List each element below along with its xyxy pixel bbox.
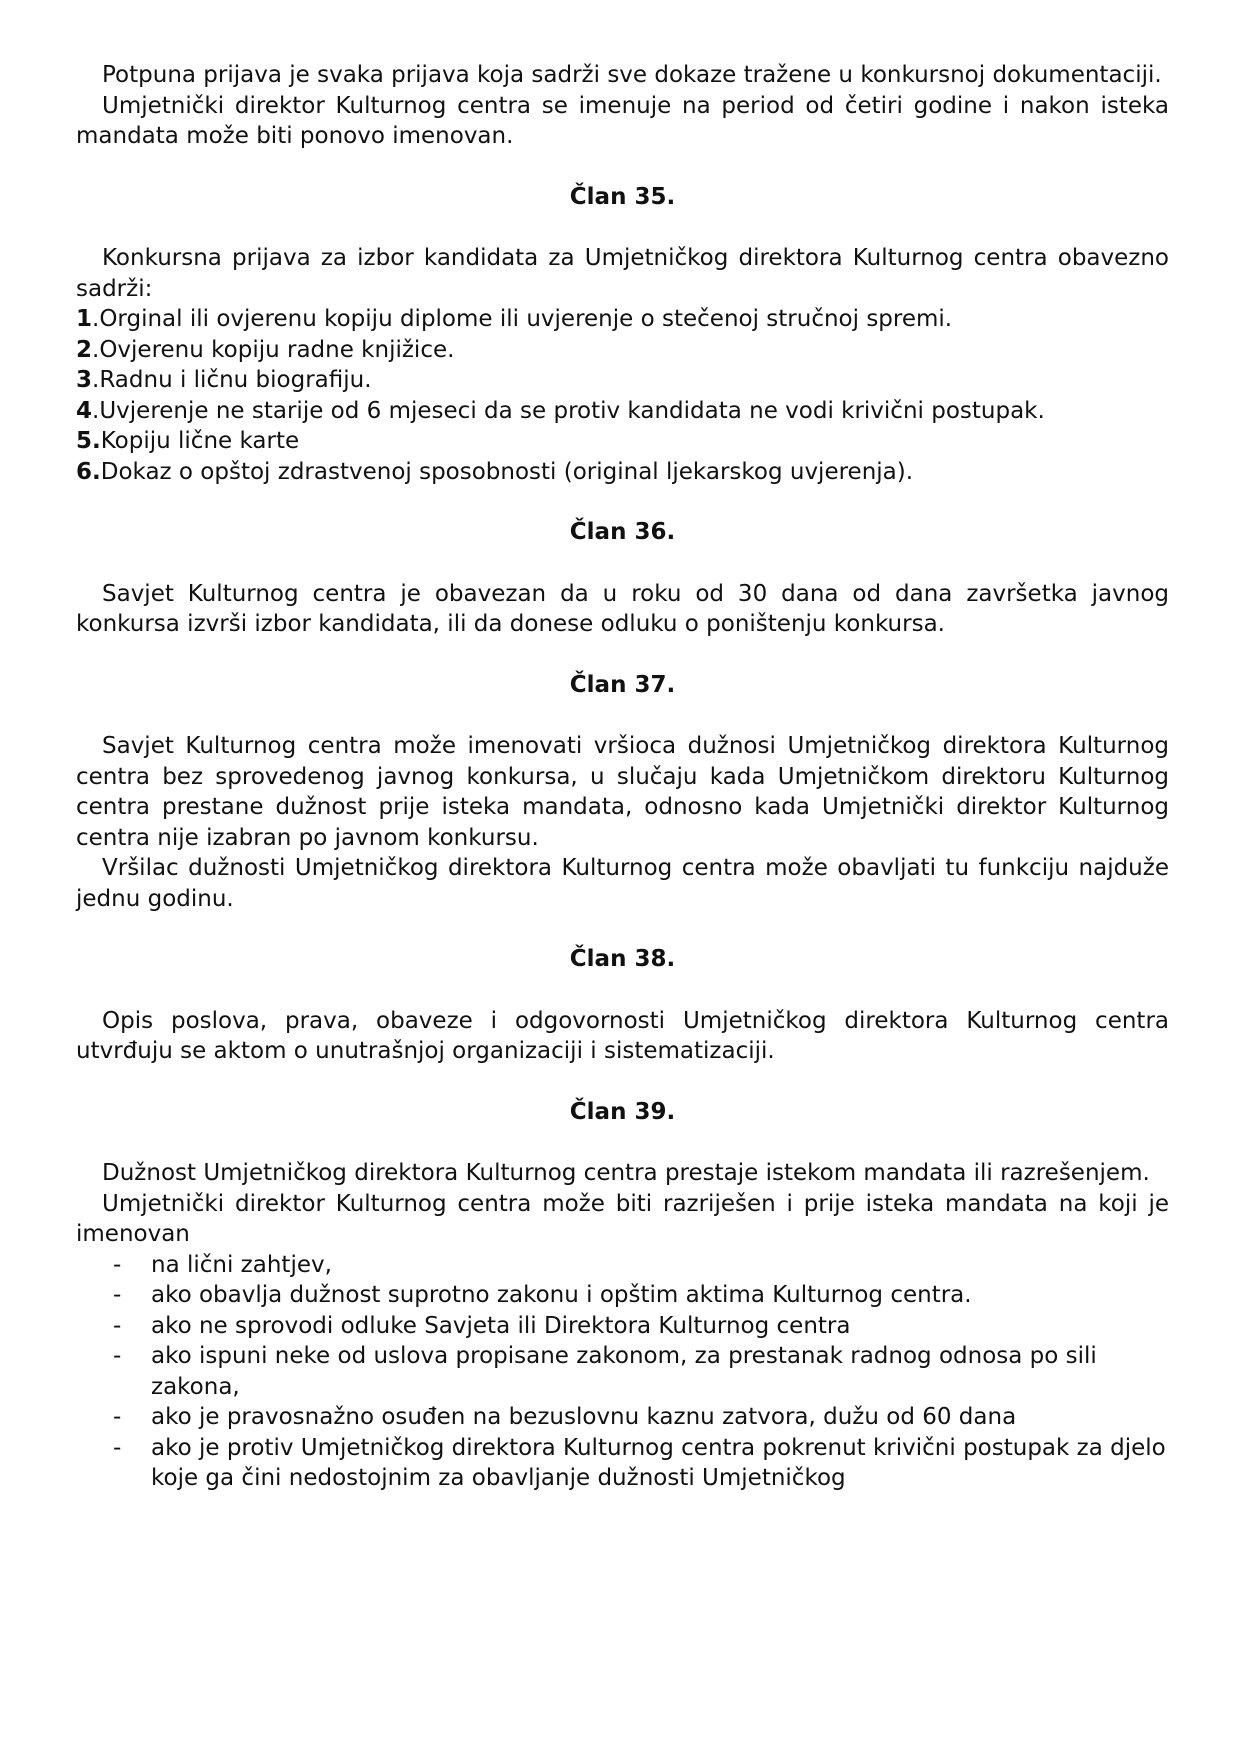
list-item-text: ako ispuni neke od uslova propisane zakonom, za prestanak radnog odnosa po sili zakona,	[151, 1343, 1097, 1400]
list-item	[76, 1280, 1169, 1311]
list-item-text: .Ovjerenu kopiju radne knjižice.	[92, 336, 455, 363]
article-38-paragraph: Opis poslova, prava, obaveze i odgovornosti Umjetničkog direktora Kulturnog centra utvrđuju se aktom o unutrašnjoj organizaciji i sistematizaciji.	[76, 1007, 1169, 1064]
list-item-text: .Uvjerenje ne starije od 6 mjeseci da se protiv kandidata ne vodi krivični postupak.	[92, 397, 1045, 424]
article-39-paragraph-1: Dužnost Umjetničkog direktora Kulturnog centra prestaje istekom mandata ili razrešenjem.	[102, 1160, 1150, 1186]
article-37-paragraph-2: Vršilac dužnosti Umjetničkog direktora Kulturnog centra može obavljati tu funkciju najduže jednu godinu.	[76, 855, 1169, 912]
list-item-number: 6.	[76, 458, 101, 485]
list-item-text: Dokaz o opštoj zdrastvenoj sposobnosti (original ljekarskog uvjerenja).	[100, 458, 914, 485]
list-item	[76, 1311, 1169, 1342]
article-39-paragraph-2: Umjetnički direktor Kulturnog centra može biti razriješen i prije isteka mandata na koji je imenovan	[76, 1190, 1169, 1247]
intro-paragraph-1: Potpuna prijava je svaka prijava koja sadrži sve dokaze tražene u konkursnoj dokumentaciji.	[102, 62, 1162, 88]
article-heading-35: Član 35.	[569, 183, 676, 210]
list-item-text: na lični zahtjev,	[151, 1251, 332, 1278]
list-item-text: ako obavlja dužnost suprotno zakonu i opštim aktima Kulturnog centra.	[151, 1282, 972, 1308]
dash-bullet: -	[113, 1312, 122, 1339]
list-item	[76, 335, 1169, 366]
list-item-number: 1	[76, 306, 93, 332]
list-item-text: ako je protiv Umjetničkog direktora Kulturnog centra pokrenut krivični postupak za djelo koje ga čini nedostojnim za obavljanje dužnosti Umjetničkog	[151, 1434, 1166, 1491]
article-37-paragraph-1: Savjet Kulturnog centra može imenovati vršioca dužnosi Umjetničkog direktora Kulturnog centra bez sprovedenog javnog konkursa, u slučaju kada Umjetničkom direktoru Kulturnog centra prestane dužnost prije isteka mandata, odnosno kada Umjetnički direktor Kulturnog centra nije izabran po javnom konkursu.	[76, 733, 1169, 851]
dash-bullet: -	[113, 1282, 122, 1308]
list-item	[76, 396, 1169, 427]
list-item-text: Kopiju lične karte	[100, 428, 300, 454]
list-item-number: 2	[76, 336, 93, 363]
article-heading-39: Član 39.	[569, 1098, 676, 1125]
list-item-text: ako ne sprovodi odluke Savjeta ili Direktora Kulturnog centra	[151, 1312, 851, 1339]
article-35-paragraph: Konkursna prijava za izbor kandidata za Umjetničkog direktora Kulturnog centra obavezno sadrži:	[76, 245, 1169, 302]
list-item-text: .Orginal ili ovjerenu kopiju diplome ili uvjerenje o stečenoj stručnoj spremi.	[92, 306, 953, 332]
list-item	[76, 1402, 1169, 1433]
list-item-number: 5.	[76, 428, 101, 454]
list-item	[76, 1341, 1169, 1402]
list-item	[76, 304, 1169, 335]
list-item-text: .Radnu i ličnu biografiju.	[92, 367, 372, 393]
dash-bullet: -	[113, 1343, 122, 1369]
list-item	[76, 426, 1169, 457]
article-36-paragraph: Savjet Kulturnog centra je obavezan da u roku od 30 dana od dana završetka javnog konkursa izvrši izbor kandidata, ili da donese odluku o poništenju konkursa.	[76, 580, 1169, 637]
article-39-dash-list	[76, 1250, 1169, 1494]
list-item	[76, 1250, 1169, 1281]
article-heading-36: Član 36.	[569, 519, 676, 545]
list-item	[76, 1433, 1169, 1494]
list-item-number: 4	[76, 397, 93, 424]
article-35-list	[76, 304, 1169, 487]
list-item-text: ako je pravosnažno osuđen na bezuslovnu kaznu zatvora, dužu od 60 dana	[151, 1404, 1017, 1430]
document-page	[76, 60, 1169, 1494]
list-item	[76, 365, 1169, 396]
article-heading-37: Član 37.	[569, 671, 676, 698]
article-heading-38: Član 38.	[569, 946, 676, 972]
dash-bullet: -	[113, 1251, 122, 1278]
list-item-number: 3	[76, 367, 93, 393]
dash-bullet: -	[113, 1404, 122, 1430]
intro-paragraph-2: Umjetnički direktor Kulturnog centra se imenuje na period od četiri godine i nakon isteka mandata može biti ponovo imenovan.	[76, 92, 1169, 149]
list-item	[76, 457, 1169, 488]
dash-bullet: -	[113, 1434, 122, 1461]
